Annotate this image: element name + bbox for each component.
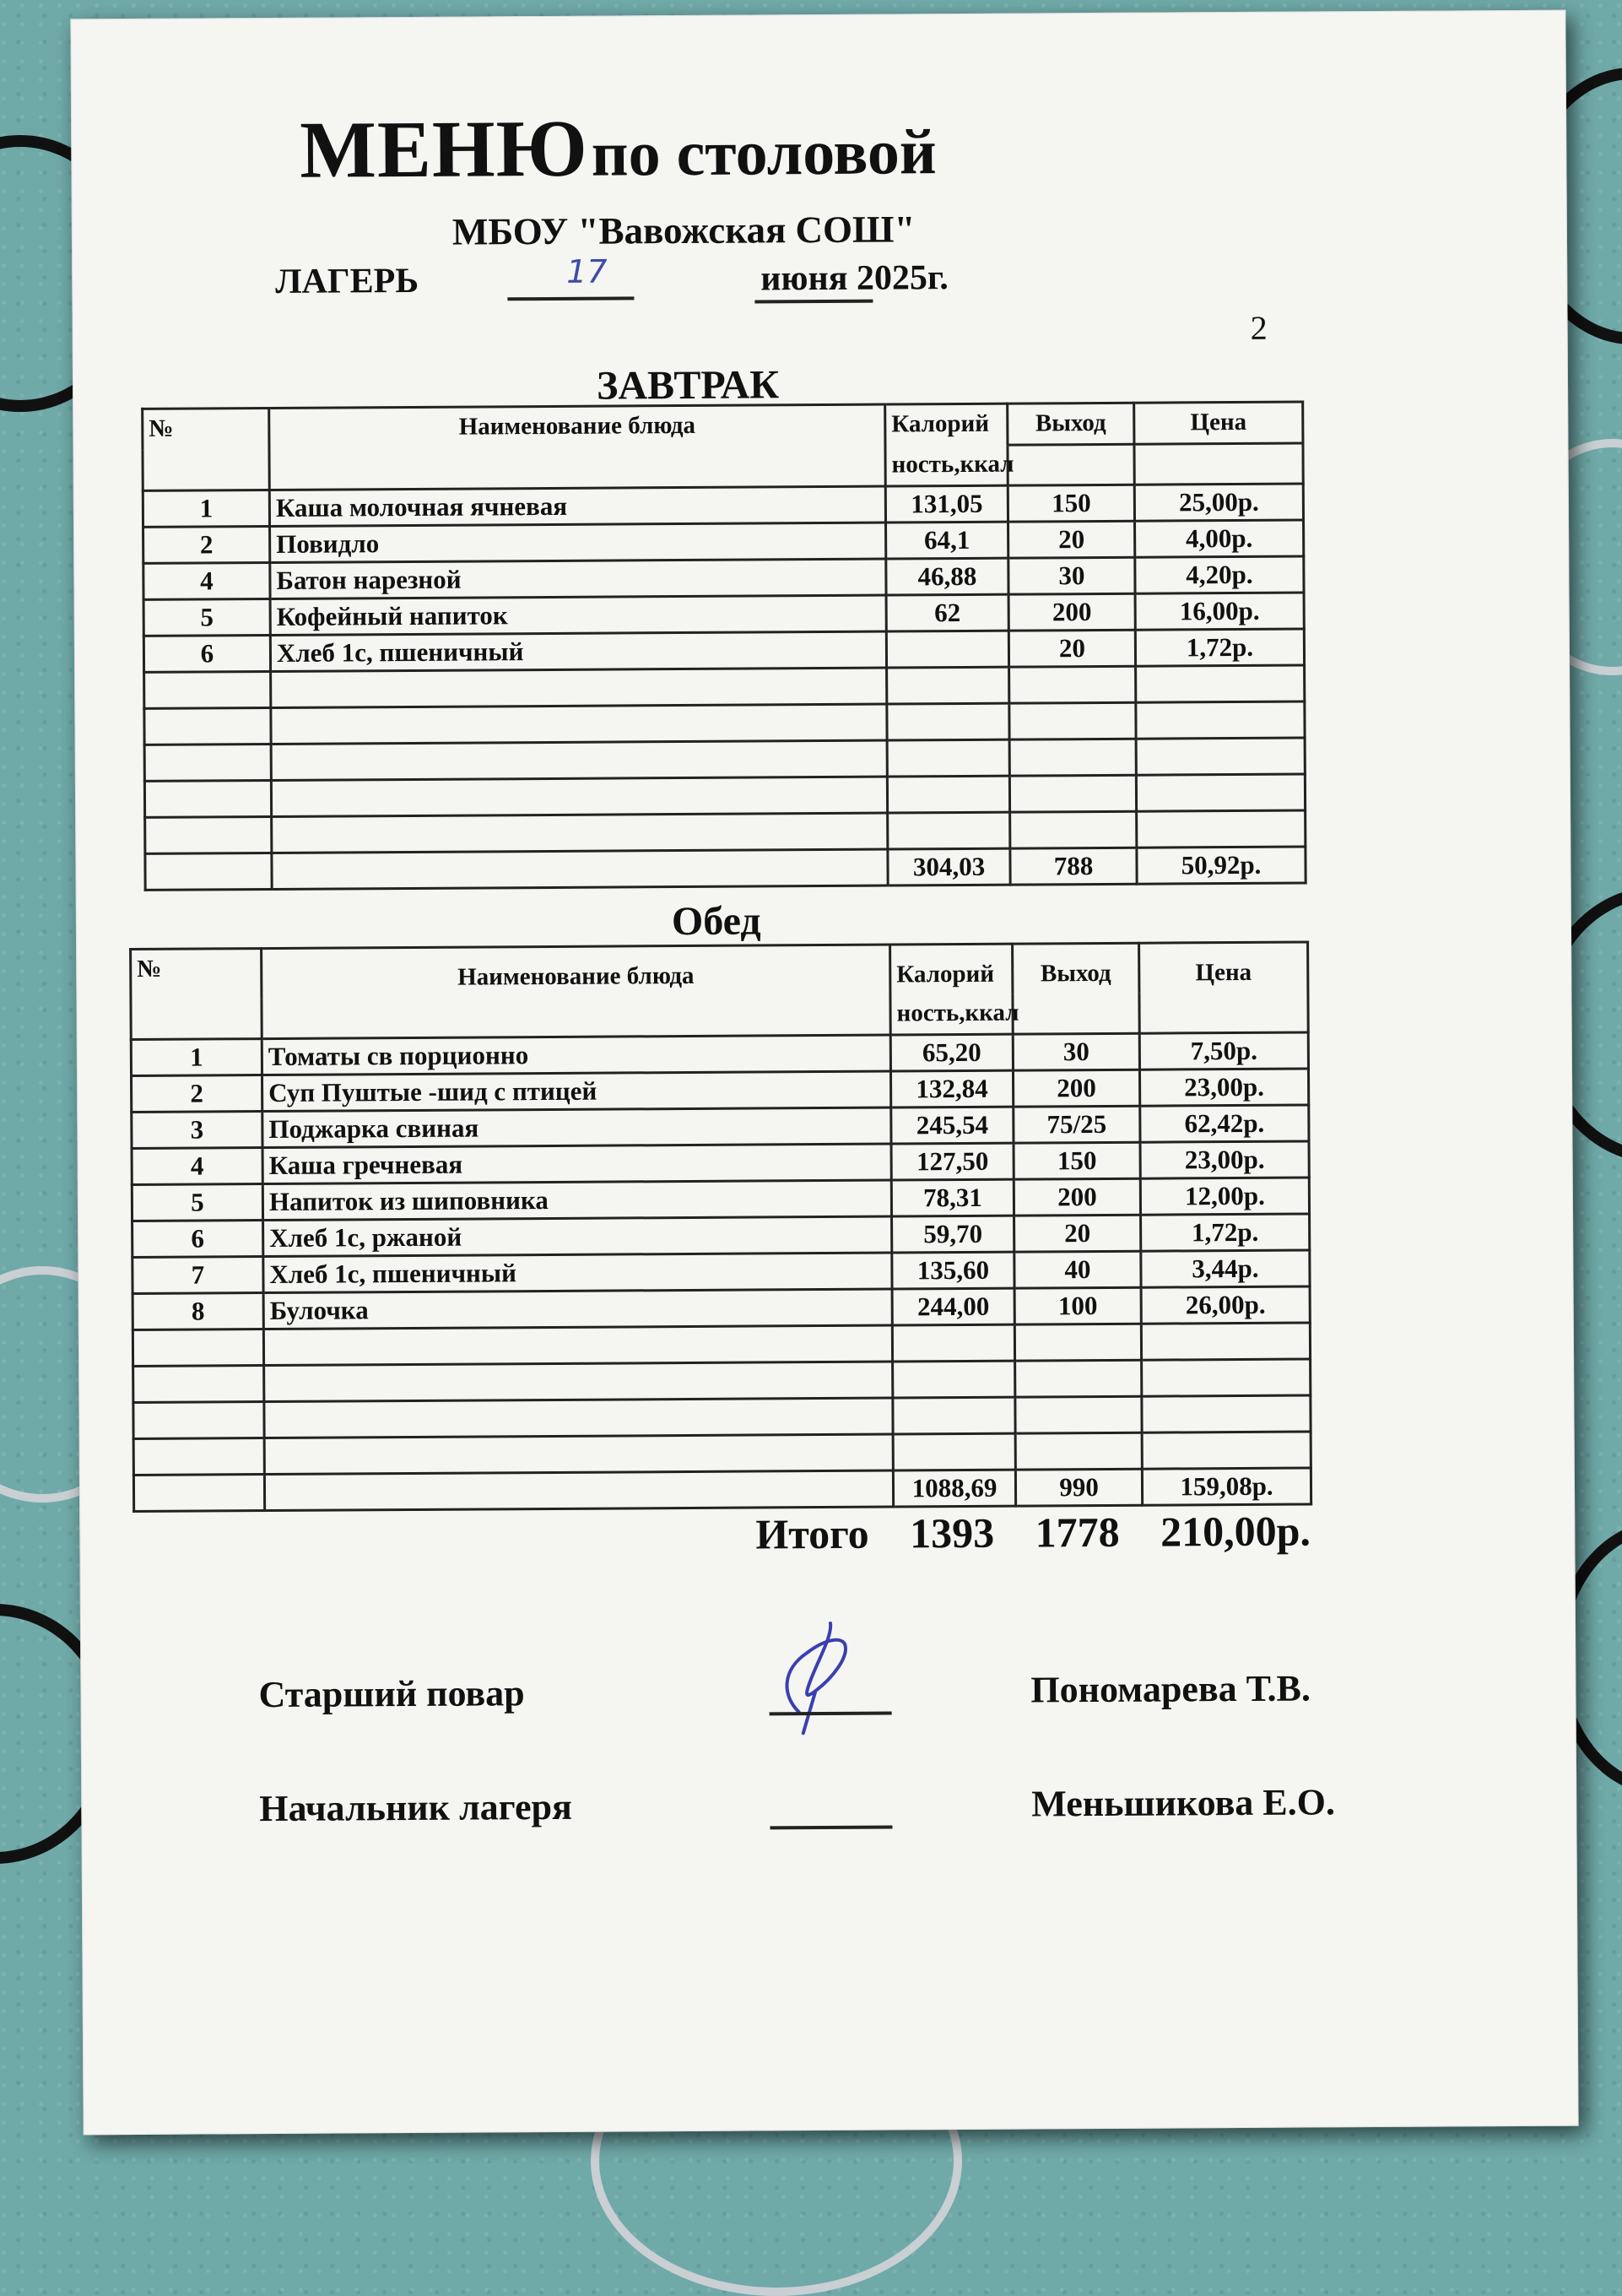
lunch-total-calories: 1088,69 bbox=[893, 1470, 1015, 1507]
cell-name: Кофейный напиток bbox=[270, 595, 886, 635]
breakfast-total-output: 788 bbox=[1010, 847, 1137, 885]
cell-num: 1 bbox=[143, 490, 269, 527]
cell-price: 16,00р. bbox=[1135, 593, 1304, 630]
col-name: Наименование блюда bbox=[269, 404, 886, 490]
cell-num: 4 bbox=[143, 562, 270, 599]
cell-name: Напиток из шиповника bbox=[262, 1180, 891, 1221]
cell-output: 200 bbox=[1008, 593, 1135, 631]
lunch-header-row bbox=[131, 942, 1308, 999]
cell-price: 1,72р. bbox=[1141, 1214, 1310, 1251]
grand-total-calories: 1393 bbox=[909, 1508, 995, 1557]
breakfast-title: ЗАВТРАК bbox=[596, 362, 780, 409]
cell-price: 23,00р. bbox=[1139, 1069, 1308, 1106]
cell-output: 20 bbox=[1008, 630, 1135, 667]
cell-num: 8 bbox=[132, 1293, 263, 1330]
month-underline bbox=[754, 300, 873, 304]
cell-calories: 59,70 bbox=[892, 1216, 1014, 1253]
cell-calories: 62 bbox=[886, 594, 1008, 631]
cell-output: 100 bbox=[1014, 1287, 1141, 1324]
lunch-title: Обед bbox=[671, 898, 761, 945]
cell-price: 1,72р. bbox=[1135, 629, 1304, 666]
date-month-year bbox=[760, 257, 949, 299]
breakfast-total-calories: 304,03 bbox=[888, 848, 1010, 885]
signature-name-cook: Пономарева Т.В. bbox=[1030, 1667, 1311, 1711]
grand-total-price: 210,00р. bbox=[1160, 1507, 1311, 1556]
cell-num: 1 bbox=[131, 1039, 262, 1076]
cell-name: Хлеб 1с, пшеничный bbox=[270, 631, 886, 671]
cell-calories: 132,84 bbox=[890, 1070, 1013, 1107]
cell-num: 6 bbox=[132, 1221, 263, 1258]
grand-total bbox=[755, 1506, 1311, 1558]
cell-name: Поджарка свиная bbox=[262, 1107, 891, 1148]
grand-total-label: Итого bbox=[755, 1509, 869, 1558]
signature-name-head: Меньшикова Е.О. bbox=[1031, 1781, 1336, 1825]
cell-price: 4,00р. bbox=[1135, 520, 1304, 557]
school-name: МБОУ "Вавожская СОШ" bbox=[451, 208, 916, 253]
month: июня bbox=[760, 258, 848, 299]
col-output: Выход bbox=[1008, 403, 1134, 445]
page-number: 2 bbox=[1250, 308, 1268, 347]
cell-calories: 64,1 bbox=[886, 522, 1008, 559]
cell-calories: 135,60 bbox=[892, 1252, 1014, 1289]
cell-name: Повидло bbox=[270, 523, 886, 562]
cell-name: Каша молочная ячневая bbox=[269, 486, 885, 526]
col-calories-2: ность,ккал bbox=[885, 445, 1008, 485]
lunch-total-output: 990 bbox=[1015, 1469, 1142, 1506]
cell-name: Батон нарезной bbox=[270, 559, 886, 598]
cell-num: 2 bbox=[143, 526, 270, 563]
handwritten-signature-icon bbox=[765, 1619, 875, 1738]
cell-num: 5 bbox=[132, 1184, 262, 1221]
cell-calories: 65,20 bbox=[890, 1034, 1013, 1071]
cell-name: Булочка bbox=[263, 1289, 892, 1329]
signature-role-head: Начальник лагеря bbox=[259, 1785, 573, 1830]
col-price: Цена bbox=[1139, 942, 1309, 1033]
cell-output: 40 bbox=[1014, 1251, 1141, 1288]
camp-label: ЛАГЕРЬ bbox=[275, 261, 419, 301]
cell-num: 2 bbox=[132, 1075, 262, 1113]
col-num: № bbox=[143, 409, 270, 490]
cell-output: 30 bbox=[1013, 1033, 1139, 1070]
lunch-total-row bbox=[133, 1468, 1311, 1512]
cell-price: 25,00р. bbox=[1134, 484, 1303, 521]
cell-num: 7 bbox=[132, 1257, 263, 1294]
page-title bbox=[300, 98, 1144, 197]
empty-cell bbox=[1134, 443, 1303, 485]
cell-output: 75/25 bbox=[1014, 1106, 1140, 1143]
cell-output: 150 bbox=[1014, 1142, 1140, 1179]
col-calories-2: ность,ккал bbox=[890, 994, 1013, 1035]
cell-output: 200 bbox=[1013, 1069, 1139, 1107]
breakfast-header-row bbox=[143, 402, 1303, 450]
cell-output: 200 bbox=[1014, 1178, 1140, 1216]
col-output: Выход bbox=[1013, 943, 1140, 1034]
cell-name: Суп Пуштые -шид с птицей bbox=[262, 1071, 891, 1112]
cell-num: 6 bbox=[143, 635, 270, 672]
cell-price: 4,20р. bbox=[1135, 556, 1304, 593]
menu-sheet bbox=[71, 11, 1577, 2135]
cell-calories: 78,31 bbox=[891, 1179, 1014, 1216]
col-price: Цена bbox=[1134, 402, 1303, 444]
empty-cell bbox=[1008, 444, 1134, 485]
cell-calories: 245,54 bbox=[891, 1107, 1014, 1144]
col-num: № bbox=[131, 949, 262, 1040]
title-rest: по столовой bbox=[591, 116, 937, 190]
cell-output: 20 bbox=[1014, 1215, 1141, 1252]
grand-total-output: 1778 bbox=[1035, 1508, 1120, 1557]
cell-calories: 46,88 bbox=[886, 558, 1008, 595]
lunch-table bbox=[129, 940, 1312, 1513]
breakfast-total-price: 50,92р. bbox=[1137, 847, 1306, 884]
lunch-total-price: 159,08р. bbox=[1142, 1468, 1311, 1505]
cell-calories bbox=[886, 631, 1008, 668]
day-underline bbox=[507, 296, 634, 301]
cell-price: 3,44р. bbox=[1141, 1250, 1310, 1287]
cell-name: Хлеб 1с, ржаной bbox=[263, 1216, 892, 1257]
cell-output: 150 bbox=[1008, 485, 1134, 522]
breakfast-table bbox=[141, 401, 1306, 891]
cell-num: 5 bbox=[143, 598, 270, 636]
cell-price: 7,50р. bbox=[1139, 1032, 1308, 1069]
year: 2025г. bbox=[856, 258, 949, 298]
cell-price: 26,00р. bbox=[1141, 1286, 1310, 1324]
cell-price: 12,00р. bbox=[1140, 1178, 1309, 1215]
signature-line-head bbox=[770, 1826, 892, 1830]
cell-name: Хлеб 1с, пшеничный bbox=[263, 1253, 892, 1293]
cell-name: Томаты св порционно bbox=[262, 1035, 890, 1075]
cell-output: 20 bbox=[1008, 521, 1135, 558]
signature-role-cook: Старший повар bbox=[258, 1672, 525, 1716]
cell-calories: 127,50 bbox=[891, 1143, 1014, 1180]
col-name: Наименование блюда bbox=[262, 945, 891, 1039]
breakfast-total-row bbox=[145, 847, 1306, 890]
cell-name: Каша гречневая bbox=[262, 1144, 891, 1184]
title-main: МЕНЮ bbox=[299, 102, 589, 195]
cell-num: 4 bbox=[132, 1148, 262, 1185]
cell-price: 62,42р. bbox=[1140, 1105, 1309, 1142]
cell-num: 3 bbox=[132, 1112, 262, 1149]
col-calories-1: Калорий bbox=[890, 944, 1013, 994]
handwritten-day: 17 bbox=[566, 252, 608, 290]
cell-output: 30 bbox=[1008, 557, 1135, 594]
col-calories-1: Калорий bbox=[885, 403, 1008, 446]
cell-calories: 244,00 bbox=[892, 1288, 1014, 1325]
cell-calories: 131,05 bbox=[885, 485, 1008, 523]
cell-price: 23,00р. bbox=[1140, 1141, 1309, 1178]
